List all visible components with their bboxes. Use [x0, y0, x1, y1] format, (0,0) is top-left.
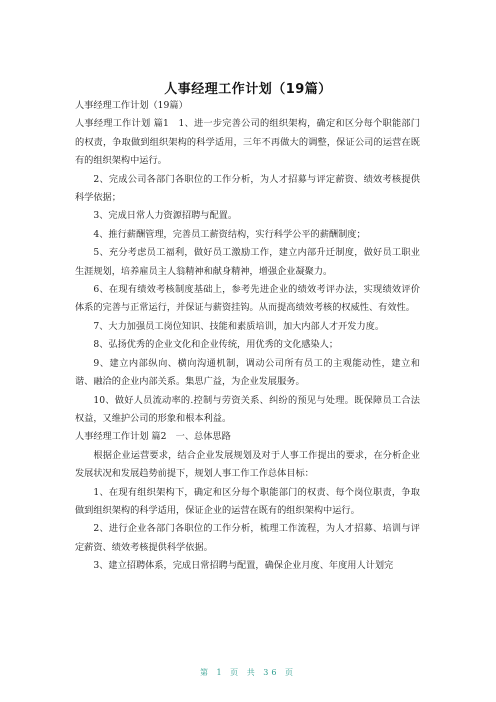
page-number-footer: 第 1 页 共 36 页 [200, 668, 296, 677]
paragraph: 1、在现有组织架构下，确定和区分每个职能部门的权责、每个岗位职责，争取做到组织架构的科学适用，保证企业的运营在既有的组织架构中运行。 [75, 486, 420, 516]
paragraph: 9、建立内部纵向、横向沟通机制，调动公司所有员工的主观能动性，建立和谐、融洽的企业内部关系。集思广益，为企业发展服务。 [75, 357, 420, 388]
paragraph: 3、建立招聘体系，完成日常招聘与配置，确保企业月度、年度用人计划完 [93, 560, 394, 572]
paragraph: 3、完成日常人力资源招聘与配置。 [93, 210, 238, 222]
paragraph: 2、进行企业各部门各职位的工作分析，梳理工作流程，为人才招募、培训与评定薪资、绩效考核提供科学依据。 [75, 523, 420, 553]
paragraph: 人事经理工作计划（19篇） [75, 100, 188, 111]
paragraph: 4、推行薪酬管理，完善员工薪资结构，实行科学公平的薪酬制度； [93, 228, 366, 240]
document-body [75, 97, 420, 576]
paragraph: 人事经理工作计划 篇1 1、进一步完善公司的组织架构，确定和区分每个职能部门的权责，争取做到组织架构的科学适用，三年不再做大的调整，保证公司的运营在既有的组织架构中运行。 [75, 118, 420, 167]
paragraph: 7、大力加强员工岗位知识、技能和素质培训，加大内部人才开发力度。 [93, 320, 385, 332]
paragraph: 人事经理工作计划 篇2 一、总体思路 [75, 431, 231, 443]
document-title: 人事经理工作计划（19篇） [164, 82, 332, 97]
paragraph: 10、做好人员流动率的.控制与劳资关系、纠纷的预见与处理。既保障员工合法权益，又维护公司的形象和根本利益。 [75, 394, 420, 424]
paragraph: 根据企业运营要求，结合企业发展规划及对于人事工作提出的要求，在分析企业发展状况和发展趋势前提下，规划人事工作工作总体目标： [75, 449, 420, 480]
paragraph: 5、充分考虑员工福利，做好员工激励工作，建立内部升迁制度，做好员工职业生涯规划，培养雇员主人翁精神和献身精神，增强企业凝聚力。 [75, 247, 420, 277]
paragraph: 6、在现有绩效考核制度基础上，参考先进企业的绩效考评办法，实现绩效评价体系的完善与正常运行，并保证与薪资挂钩。从而提高绩效考核的权威性、有效性。 [75, 284, 420, 314]
paragraph: 8、弘扬优秀的企业文化和企业传统，用优秀的文化感染人； [93, 339, 339, 351]
paragraph: 2、完成公司各部门各职位的工作分析，为人才招募与评定薪资、绩效考核提供科学依据； [75, 173, 420, 204]
